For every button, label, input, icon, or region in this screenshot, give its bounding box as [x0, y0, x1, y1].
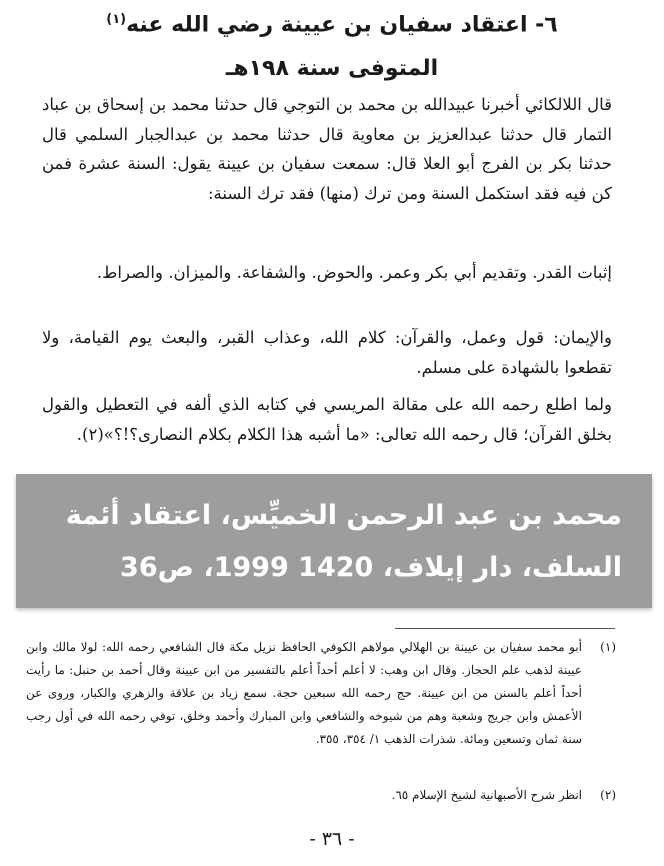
page-number: - ٣٦ - [309, 828, 355, 850]
heading-footnote-ref: (١) [106, 12, 127, 27]
paragraph-iman: والإيمان: قول وعمل، والقرآن: كلام الله، وعذاب القبر، والبعث يوم القيامة، ولا تقطعوا بالشهادة على مسلم. [42, 328, 612, 377]
footnote-number: (١) [600, 640, 616, 654]
chapter-heading [0, 12, 664, 37]
paragraph-marisi: ولما اطلع رحمه الله على مقالة المريسي في كتابه الذي ألفه في التعطيل والقول بخلق القرآن؛ قال رحمه الله تعالى: «ما أشبه هذا الكلام بكلام النصارى؟!؟»(٢). [42, 395, 612, 444]
chapter-heading-text: ٦- اعتقاد سفيان بن عيينة رضي الله عنه [126, 12, 558, 38]
footnote-text: أبو محمد سفيان بن عيينة بن الهلالي مولاهم الكوفي الحافظ نزيل مكة قال الشافعي رحمه الله: لولا مالك وابن عيينة لذهب علم الحجاز. وقال ابن وهب: لا أعلم أحداً أعلم بالتفسير من ابن عيينة وقال أحمد بن حنبل: ما رأيت أحداً أعلم بالسنن من ابن عيينة. حج رحمه الله سبعين حجة. سمع زياد بن علاقة والزهري والكبار، وروى عن الأعمش وابن جريج وشعبة وهم من شيوخه والشافعي وابن المبارك وأحمد وخلق، توفي رحمه الله في أول رجب سنة ثمان وتسعين ومائة. شذرات الذهب ١/ ٣٥٤، ٣٥٥. [26, 640, 583, 746]
citation-line-1: محمد بن عبد الرحمن الخميِّس، اعتقاد أئمة [65, 500, 622, 531]
footnote-1 [26, 636, 616, 751]
chapter-subheading: المتوفى سنة ١٩٨هـ [225, 56, 439, 81]
paragraph-sunnah-items: إثبات القدر. وتقديم أبي بكر وعمر. والحوض. والشفاعة. والميزان. والصراط. [96, 263, 612, 282]
citation-overlay [16, 474, 652, 608]
footnote-text: انظر شرح الأصبهانية لشيخ الإسلام ٦٥. [391, 788, 582, 802]
footnote-number: (٢) [600, 788, 616, 802]
citation-line-2: السلف، دار إيلاف، 1420 1999، ص36 [120, 552, 622, 583]
footnote-2 [26, 784, 616, 807]
footnote-divider [395, 628, 615, 629]
paragraph-isnad: قال اللالكائي أخبرنا عبيدالله بن محمد بن التوجي قال حدثنا محمد بن إسحاق بن عباد التمار قال حدثنا عبدالعزيز بن معاوية قال حدثنا محمد بن عبدالجبار السلمي قال حدثنا بكر بن الفرج أبو العلا قال: سمعت سفيان بن عيينة يقول: السنة عشرة فمن كن فيه فقد استكمل السنة ومن ترك (منها) فقد ترك السنة: [42, 95, 612, 203]
